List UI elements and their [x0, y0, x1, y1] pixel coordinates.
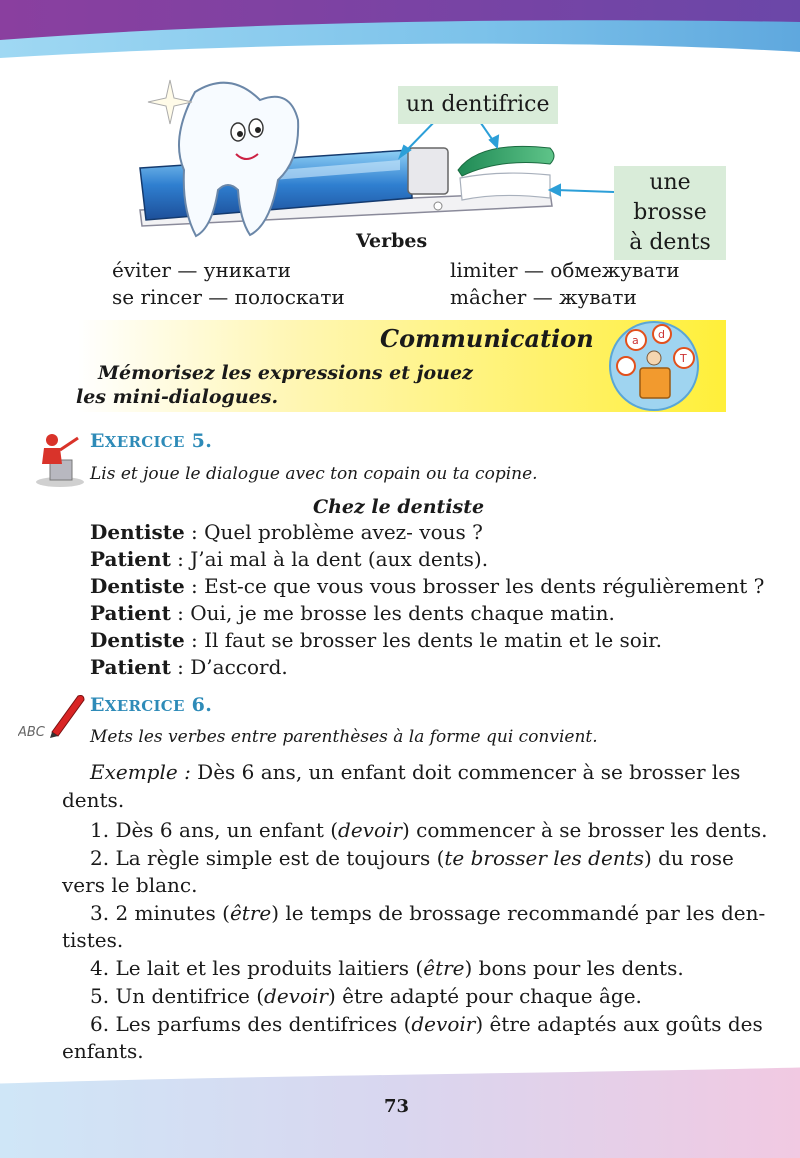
- dialogue-speaker: Patient: [90, 601, 171, 625]
- verb-item: se rincer — полоскати: [112, 285, 345, 309]
- item-text: ) le temps de brossage recommandé par les den-: [271, 901, 766, 925]
- exercise-item: [90, 901, 765, 925]
- label-brosse-line1: une brosse: [633, 170, 707, 225]
- communication-instruction-line1: Mémorisez les expressions et jouez: [98, 362, 473, 384]
- dialogue-speaker: Dentiste: [90, 628, 185, 652]
- exercise6-heading-num: 6.: [184, 694, 213, 716]
- item-verb: être: [423, 956, 465, 980]
- dialogue-speaker: Patient: [90, 547, 171, 571]
- example-text: Dès 6 ans, un enfant doit commencer à se brosser les: [190, 760, 741, 784]
- label-brosse-line2: à dents: [629, 230, 711, 255]
- dialogue-text: : J’ai mal à la dent (aux dents).: [170, 547, 489, 571]
- item-text: ) du rose: [643, 846, 734, 870]
- verbes-title: Verbes: [356, 230, 428, 252]
- dialogue-speaker: Dentiste: [90, 520, 185, 544]
- exercise6-heading-word: XERCICE: [104, 697, 185, 715]
- exercise5-instruction: Lis et joue le dialogue avec ton copain ou ta copine.: [90, 464, 538, 484]
- verb-item: éviter — уникати: [112, 258, 291, 282]
- item-text: ) bons pour les dents.: [464, 956, 684, 980]
- example-line2: dents.: [62, 788, 125, 812]
- exercise6-instruction: Mets les verbes entre parenthèses à la forme qui convient.: [90, 727, 598, 747]
- teacher-icon: [30, 430, 90, 488]
- exercise-item: [90, 818, 767, 842]
- exercise-item: [90, 984, 642, 1008]
- communication-title: Communication: [380, 324, 594, 353]
- exercise6-heading: [90, 694, 212, 716]
- item-text: ) être adapté pour chaque âge.: [327, 984, 642, 1008]
- item-verb: devoir: [411, 1012, 476, 1036]
- item-verb: devoir: [338, 818, 402, 842]
- item-verb: être: [229, 901, 272, 925]
- exercise-item-continuation: tistes.: [62, 928, 124, 952]
- exercise-item: [90, 1012, 763, 1036]
- dialogue-line: [90, 547, 488, 571]
- dialogue-speaker: Patient: [90, 655, 171, 679]
- dialogue-text: : D’accord.: [170, 655, 288, 679]
- dialogue-line: [90, 520, 483, 544]
- exercise-item-continuation: vers le blanc.: [62, 873, 198, 897]
- item-text: 6. Les parfums des dentifrices (: [90, 1012, 412, 1036]
- exercise6-heading-cap: E: [90, 694, 105, 716]
- exercise-item: [90, 956, 684, 980]
- dialogue-text: : Oui, je me brosse les dents chaque matin.: [170, 601, 615, 625]
- svg-text:a: a: [632, 334, 639, 347]
- dialogue-line: [90, 655, 288, 679]
- svg-text:d: d: [658, 328, 665, 341]
- dialogue-line: [90, 601, 615, 625]
- example-line1: [90, 760, 740, 784]
- item-verb: te brosser les dents: [444, 846, 644, 870]
- item-text: 5. Un dentifrice (: [90, 984, 265, 1008]
- exercise-item: [90, 846, 734, 870]
- item-text: 2. La règle simple est de toujours (: [90, 846, 445, 870]
- dialogue-speaker: Dentiste: [90, 574, 185, 598]
- dialogue-text: : Il faut se brosser les dents le matin et le soir.: [184, 628, 662, 652]
- dialogue-text: : Quel problème avez- vous ?: [184, 520, 483, 544]
- dialogue-title: Chez le dentiste: [313, 496, 485, 518]
- exercise-item-continuation: enfants.: [62, 1039, 144, 1063]
- svg-text:ABC: ABC: [18, 725, 45, 740]
- verb-item: limiter — обмежувати: [450, 258, 680, 282]
- label-brosse-a-dents: [614, 166, 726, 260]
- svg-text:T: T: [680, 352, 687, 365]
- item-verb: devoir: [264, 984, 328, 1008]
- dialogue-line: [90, 628, 662, 652]
- example-label: Exemple :: [90, 760, 191, 784]
- item-text: ) être adaptés aux goûts des: [475, 1012, 763, 1036]
- page-number: 73: [384, 1096, 410, 1117]
- label-dentifrice: un dentifrice: [398, 86, 558, 124]
- exercise5-heading: [90, 430, 212, 452]
- exercise5-heading-num: 5.: [184, 430, 213, 452]
- communication-letters-icon: [606, 318, 702, 412]
- communication-instruction-line2: les mini-dialogues.: [76, 386, 279, 408]
- abc-pencil-icon: [18, 690, 88, 740]
- dialogue-text: : Est-ce que vous vous brosser les dents régulièrement ?: [184, 574, 765, 598]
- dialogue-line: [90, 574, 764, 598]
- item-text: 3. 2 minutes (: [90, 901, 230, 925]
- verb-item: mâcher — жувати: [450, 285, 637, 309]
- item-text: ) commencer à se brosser les dents.: [401, 818, 768, 842]
- item-text: 1. Dès 6 ans, un enfant (: [90, 818, 339, 842]
- exercise5-heading-word: XERCICE: [104, 433, 185, 451]
- item-text: 4. Le lait et les produits laitiers (: [90, 956, 424, 980]
- exercise5-heading-cap: E: [90, 430, 105, 452]
